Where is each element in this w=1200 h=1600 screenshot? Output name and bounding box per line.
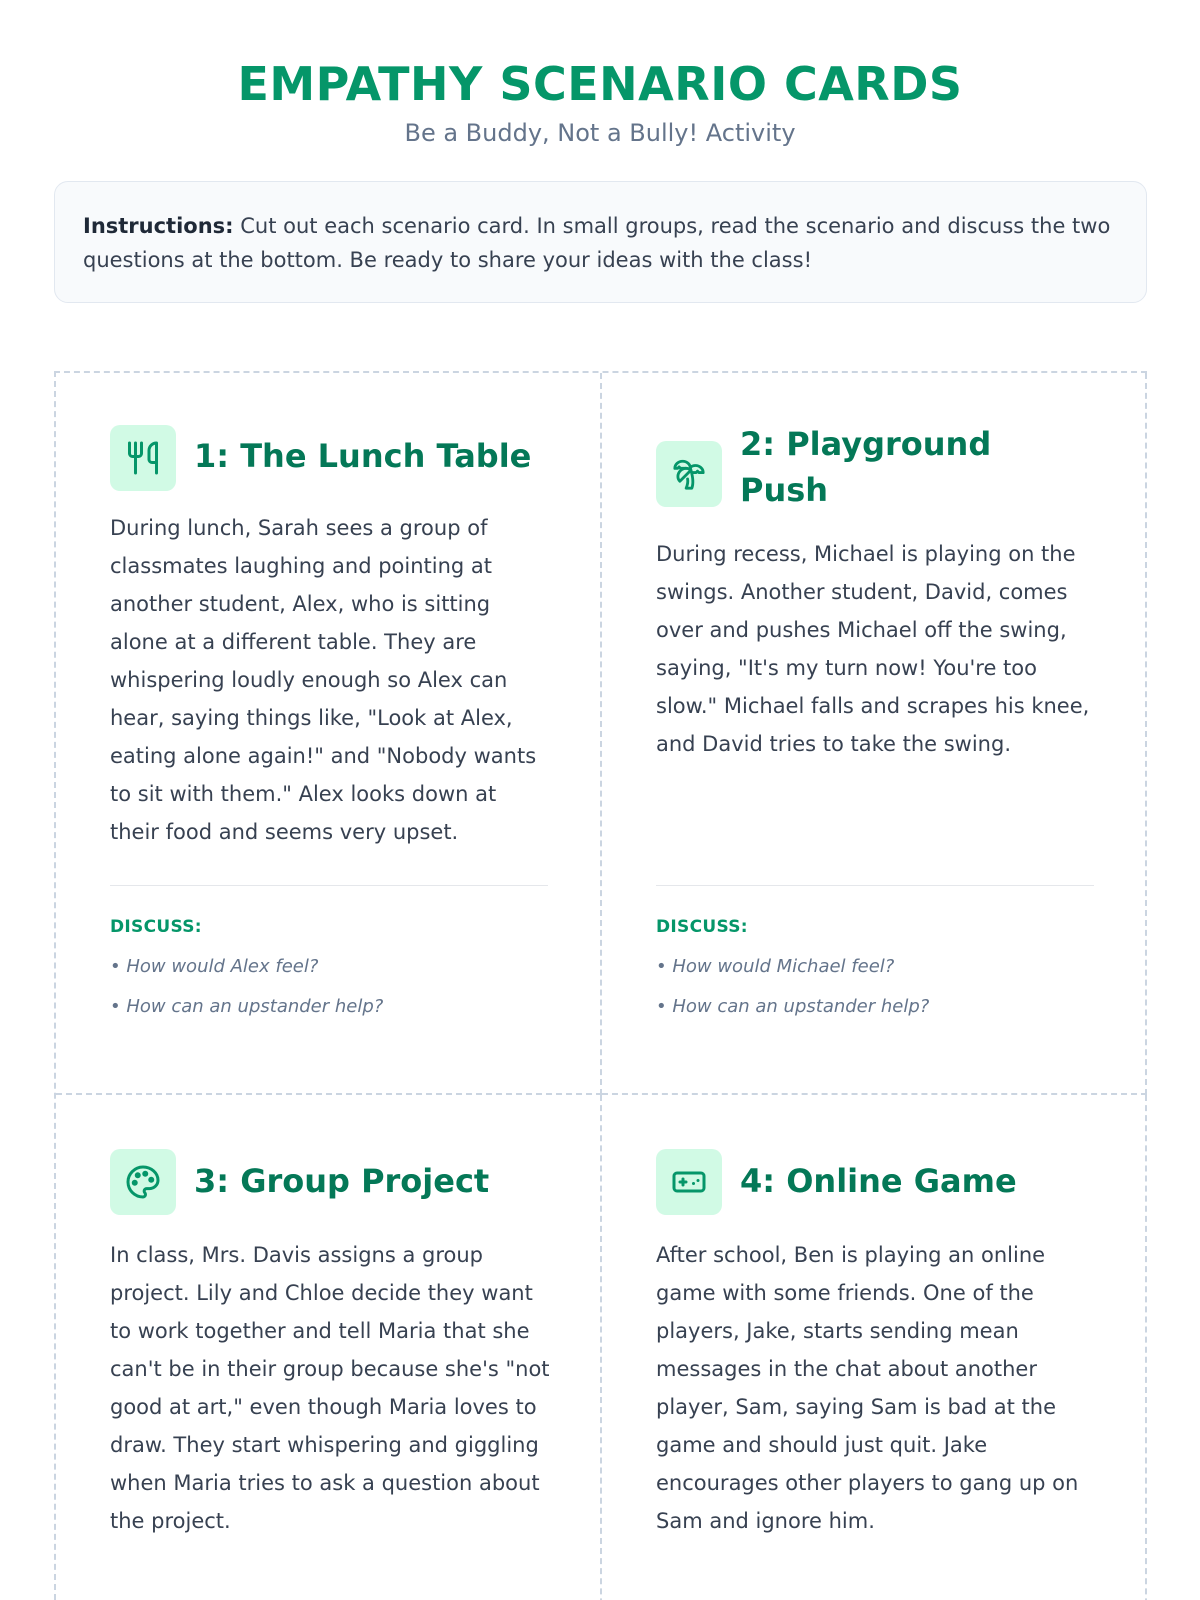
scenario-card-online-game [602, 1095, 1147, 1600]
card-body: After school, Ben is playing an online game with some friends. One of the players, Jake, starts sending mean messages in the chat about another player, Sam, saying Sam is bad at the game and should just quit. Jake encourages other players to gang up on Sam and ignore him. [656, 1243, 1079, 1533]
card-title: 2: Playground Push [740, 425, 992, 509]
discuss-question: • How can an upstander help? [656, 996, 930, 1017]
gamepad-icon [656, 1149, 722, 1215]
card-body: In class, Mrs. Davis assigns a group project. Lily and Chloe decide they want to work together and tell Maria that she can't be in their group because she's "not good at art," even though Maria loves to draw. They start whispering and giggling when Maria tries to ask a question about the project. [110, 1243, 550, 1533]
instructions-text: Cut out each scenario card. In small groups, read the scenario and discuss the two questions at the bottom. Be ready to share your ideas with the class! [83, 214, 1111, 272]
instructions-label: Instructions: [83, 214, 234, 238]
card-body: During recess, Michael is playing on the swings. Another student, David, comes over and pushes Michael off the swing, saying, "It's my turn now! You're too slow." Michael falls and scrapes his knee, and David tries to take the swing. [656, 542, 1090, 756]
discuss-question: • How would Michael feel? [656, 956, 895, 977]
palm-tree-icon [656, 441, 722, 507]
card-title: 1: The Lunch Table [194, 437, 532, 475]
page-subtitle: Be a Buddy, Not a Bully! Activity [404, 119, 796, 147]
discuss-label: DISCUSS: [656, 917, 748, 937]
instructions-box [54, 181, 1147, 303]
card-divider [110, 885, 548, 886]
palette-icon [110, 1149, 176, 1215]
discuss-question: • How would Alex feel? [110, 956, 319, 977]
discuss-question: • How can an upstander help? [110, 996, 384, 1017]
card-title: 4: Online Game [740, 1162, 1017, 1200]
scenario-card-lunch-table [56, 373, 602, 1095]
card-title: 3: Group Project [194, 1162, 490, 1200]
discuss-label: DISCUSS: [110, 917, 202, 937]
card-body: During lunch, Sarah sees a group of classmates laughing and pointing at another student, Alex, who is sitting alone at a different table. They are whispering loudly enough so Alex can hear, saying things like, "Look at Alex, eating alone again!" and "Nobody wants to sit with them." Alex looks down at their food and seems very upset. [110, 516, 537, 844]
scenario-card-grid [54, 371, 1147, 1600]
scenario-card-group-project [56, 1095, 602, 1600]
page-title: EMPATHY SCENARIO CARDS [237, 57, 963, 111]
scenario-card-playground-push [602, 373, 1147, 1095]
card-divider [656, 885, 1094, 886]
fork-knife-icon [110, 425, 176, 491]
